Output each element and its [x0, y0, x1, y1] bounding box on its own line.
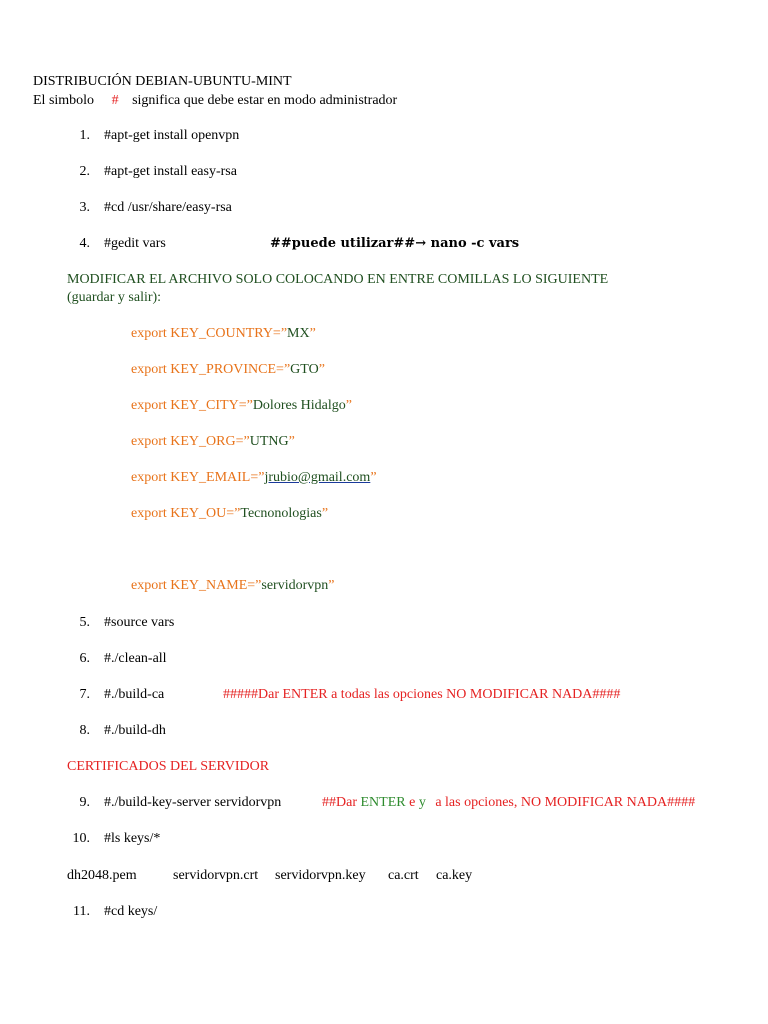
export-ou [131, 505, 328, 523]
list-item-9 [70, 794, 281, 812]
export-close-quote: ” [288, 434, 295, 449]
export-key: export KEY_PROVINCE=” [131, 362, 291, 377]
intro-text-2: significa que debe estar en modo administrador [132, 93, 398, 108]
step-command: #./clean-all [104, 651, 167, 666]
modify-instruction: MODIFICAR EL ARCHIVO SOLO COLOCANDO EN ENTRE COMILLAS LO SIGUIENTE [67, 272, 609, 287]
file-ca-key: ca.key [436, 868, 473, 883]
intro-text-1: El simbolo [33, 93, 95, 108]
export-value: MX [287, 326, 310, 341]
export-org [131, 433, 295, 451]
export-close-quote: ” [321, 506, 329, 521]
section-heading-certificados: CERTIFICADOS DEL SERVIDOR [67, 759, 270, 774]
step-number: 1. [79, 128, 90, 143]
list-item-7 [70, 686, 164, 704]
step-number: 3. [79, 200, 90, 215]
list-item-5 [70, 614, 174, 632]
email-link[interactable]: jrubio@gmail.com [264, 470, 371, 485]
file-servidorvpn-key: servidorvpn.key [275, 868, 366, 883]
step-number: 10. [72, 831, 90, 846]
file-dh2048: dh2048.pem [67, 868, 137, 883]
export-close-quote: ” [370, 470, 377, 485]
step-number: 9. [79, 795, 90, 810]
step-command: #./build-dh [104, 723, 166, 738]
export-key: export KEY_EMAIL=” [131, 470, 265, 485]
export-close-quote: ” [309, 326, 316, 341]
export-city [131, 397, 352, 415]
modify-instruction-2: (guardar y salir): [67, 290, 162, 305]
step-number: 4. [79, 236, 90, 251]
intro-line [33, 92, 397, 110]
export-close-quote: ” [318, 362, 325, 377]
admin-symbol: # [111, 93, 119, 108]
step-command: #./build-key-server servidorvpn [104, 795, 282, 810]
step-command: #gedit vars [104, 236, 166, 251]
export-close-quote: ” [328, 578, 335, 593]
note-enter: ENTER [360, 795, 406, 810]
step-7-note: #####Dar ENTER a todas las opciones NO MODIFICAR NADA#### [223, 687, 621, 702]
export-close-quote: ” [345, 398, 352, 413]
step-command: #ls keys/* [104, 831, 161, 846]
export-key: export KEY_CITY=” [131, 398, 253, 413]
step-number: 11. [73, 904, 90, 919]
page-title: DISTRIBUCIÓN DEBIAN-UBUNTU-MINT [33, 74, 292, 89]
export-name [131, 577, 334, 595]
step-9-note [322, 794, 695, 812]
export-province [131, 361, 325, 379]
export-key: export KEY_NAME=” [131, 578, 262, 593]
list-item-3 [70, 199, 232, 217]
step-number: 7. [79, 687, 90, 702]
export-key: export KEY_ORG=” [131, 434, 250, 449]
step-number: 2. [79, 164, 90, 179]
list-item-8 [70, 722, 166, 740]
export-email [131, 469, 377, 487]
step-4-note: ##puede utilizar##→ nano -c vars [270, 236, 520, 251]
note-part: ##Dar [322, 795, 357, 810]
file-servidorvpn-crt: servidorvpn.crt [173, 868, 259, 883]
note-part: a las opciones, NO MODIFICAR NADA#### [435, 795, 696, 810]
export-value: UTNG [249, 434, 289, 449]
export-value: Dolores Hidalgo [252, 398, 346, 413]
export-key: export KEY_COUNTRY=” [131, 326, 288, 341]
export-value: servidorvpn [261, 578, 329, 593]
export-value: Tecnonologias [240, 506, 322, 521]
list-item-4 [70, 235, 166, 253]
step-number: 6. [79, 651, 90, 666]
list-item-1 [70, 127, 239, 145]
step-command: #apt-get install easy-rsa [104, 164, 237, 179]
step-command: #apt-get install openvpn [104, 128, 240, 143]
step-number: 8. [79, 723, 90, 738]
note-y: y [418, 795, 426, 810]
list-item-10 [70, 830, 160, 848]
export-key: export KEY_OU=” [131, 506, 241, 521]
step-command: #cd keys/ [104, 904, 158, 919]
list-item-6 [70, 650, 167, 668]
list-item-2 [70, 163, 237, 181]
file-ca-crt: ca.crt [388, 868, 419, 883]
export-value: GTO [290, 362, 319, 377]
list-item-11 [70, 903, 157, 921]
step-command: #./build-ca [104, 687, 165, 702]
step-command: #source vars [104, 615, 175, 630]
step-number: 5. [79, 615, 90, 630]
export-country [131, 325, 316, 343]
note-part: e [409, 795, 416, 810]
step-command: #cd /usr/share/easy-rsa [104, 200, 232, 215]
